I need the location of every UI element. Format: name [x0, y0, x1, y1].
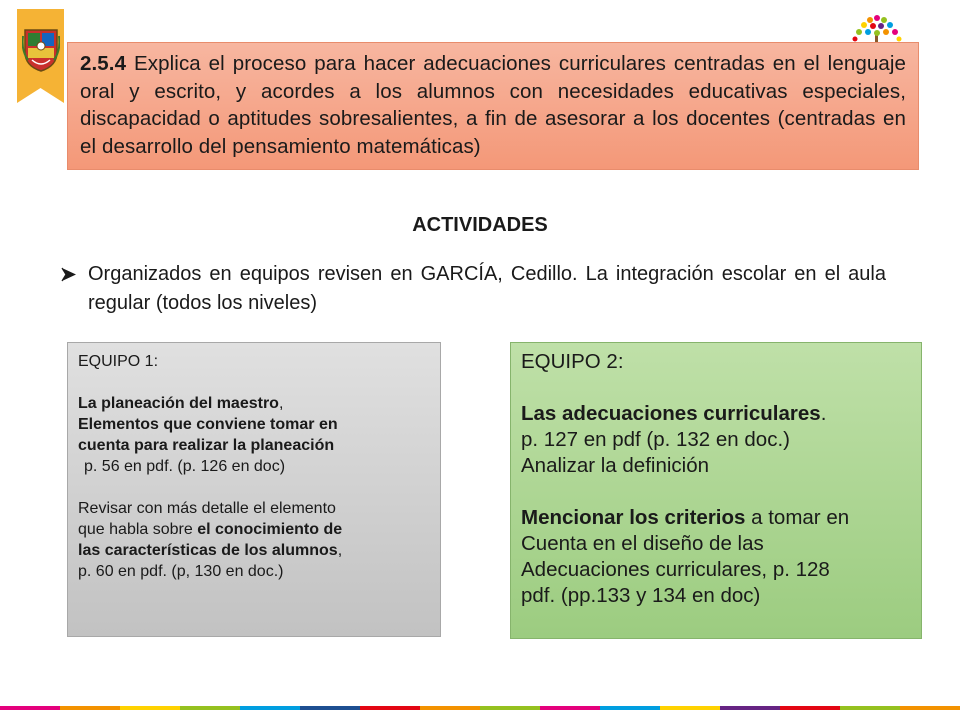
team2-task2-line	[521, 505, 911, 531]
team1-box	[67, 342, 441, 637]
stripe-segment	[240, 706, 300, 710]
stripe-segment	[900, 706, 960, 710]
team1-body2-line	[78, 519, 431, 540]
team1-heading-b: Elementos que conviene tomar en	[78, 416, 338, 433]
bottom-color-stripe	[0, 706, 960, 710]
team1-heading-a-comma: ,	[278, 395, 284, 412]
team1-title: EQUIPO 1	[78, 353, 154, 370]
team1-heading-c: cuenta para realizar la planeación	[78, 437, 335, 454]
objective-text: Explica el proceso para hacer adecuaciones curriculares centradas en el lenguaje oral y escrito, y acordes a los alumnos con necesidades educativas especiales, discapacidad o aptitudes sobresalientes, a fin de asesorar a los docentes (centradas en el desarrollo del pensamiento matemáticas)	[80, 52, 906, 158]
stripe-segment	[720, 706, 780, 710]
team2-task2-normal: a tomar en	[745, 506, 850, 529]
team1-ref2: p. 60 en pdf. (p, 130 en doc.)	[78, 563, 284, 580]
state-seal-icon	[22, 26, 60, 72]
team2-task1: Analizar la definición	[521, 454, 710, 477]
stripe-segment	[120, 706, 180, 710]
activity-bullet-text: Organizados en equipos revisen en GARCÍA, Cedillo. La integración escolar en el aula regular (todos los niveles)	[88, 263, 886, 314]
team2-heading-line	[521, 401, 911, 427]
stripe-segment	[480, 706, 540, 710]
stripe-segment	[360, 706, 420, 710]
team2-ref1: p. 127 en pdf (p. 132 en doc.)	[521, 428, 790, 451]
team1-ref1: p. 56 en pdf. (p. 126 en doc)	[84, 458, 286, 475]
team1-body2-normal: que habla sobre	[78, 521, 198, 538]
team1-body2-bold: el conocimiento de	[197, 521, 343, 538]
stripe-segment	[780, 706, 840, 710]
stripe-segment	[0, 706, 60, 710]
team1-body3-comma: ,	[337, 542, 343, 559]
team1-body3-bold: las características de los alumnos	[78, 542, 338, 559]
team2-line3: Cuenta en el diseño de las	[521, 532, 764, 555]
stripe-segment	[540, 706, 600, 710]
team2-line4: Adecuaciones curriculares, p. 128	[521, 558, 830, 581]
activities-title: ACTIVIDADES	[412, 214, 548, 236]
header-objective-box	[67, 42, 919, 170]
team1-title-line	[78, 351, 431, 372]
team1-heading-a: La planeación del maestro	[78, 395, 279, 412]
team1-title-colon: :	[153, 353, 159, 370]
stripe-segment	[600, 706, 660, 710]
team2-heading: Las adecuaciones curriculares	[521, 402, 821, 425]
stripe-segment	[60, 706, 120, 710]
team1-body1: Revisar con más detalle el elemento	[78, 500, 336, 517]
team2-line5: pdf. (pp.133 y 134 en doc)	[521, 584, 761, 607]
team1-heading-a-line	[78, 393, 431, 414]
objective-number: 2.5.4	[80, 52, 127, 75]
stripe-segment	[660, 706, 720, 710]
stripe-segment	[420, 706, 480, 710]
team1-body3-line	[78, 540, 431, 561]
activity-bullet	[60, 260, 886, 318]
team2-title: EQUIPO 2:	[521, 350, 624, 373]
team2-heading-period: .	[820, 402, 827, 425]
arrow-bullet-icon	[60, 260, 80, 289]
team2-task2-bold: Mencionar los criterios	[521, 506, 746, 529]
team2-box	[510, 342, 922, 639]
stripe-segment	[300, 706, 360, 710]
stripe-segment	[840, 706, 900, 710]
stripe-segment	[180, 706, 240, 710]
